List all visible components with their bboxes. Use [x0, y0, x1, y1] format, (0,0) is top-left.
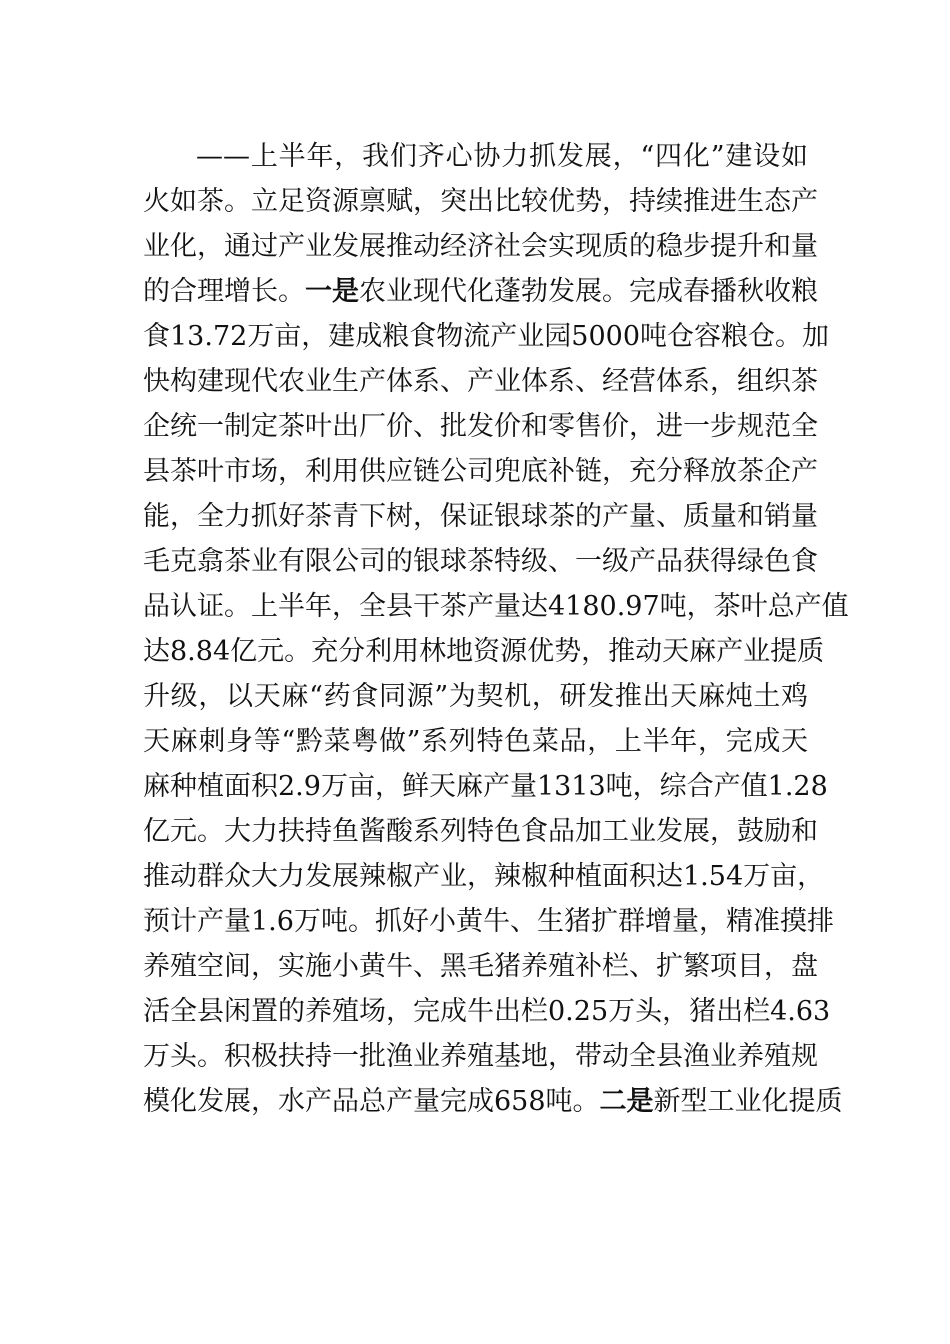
paragraph-line-2: 火如茶。立足资源禀赋，突出比较优势，持续推进生态产 [143, 186, 818, 217]
paragraph-line-11: 品认证。上半年，全县干茶产量达4180.97吨，茶叶总产值 [143, 591, 849, 622]
paragraph-line-18: 预计产量1.6万吨。抓好小黄牛、生猪扩群增量，精准摸排 [143, 906, 834, 937]
point-one-marker: 一是 [305, 276, 359, 307]
paragraph-line-15: 麻种植面积2.9万亩，鲜天麻产量1313吨，综合产值1.28 [143, 771, 828, 802]
paragraph-line-13: 升级，以天麻“药食同源”为契机，研发推出天麻炖土鸡 [143, 681, 808, 712]
line-22-text-start: 模化发展，水产品总产量完成658吨。 [143, 1086, 600, 1117]
paragraph-line-21: 万头。积极扶持一批渔业养殖基地，带动全县渔业养殖规 [143, 1041, 818, 1072]
paragraph-line-4 [143, 272, 818, 312]
paragraph-line-6: 快构建现代农业生产体系、产业体系、经营体系，组织茶 [143, 366, 818, 397]
paragraph-line-7: 企统一制定茶叶出厂价、批发价和零售价，进一步规范全 [143, 411, 818, 442]
paragraph-line-8: 县茶叶市场，利用供应链公司兜底补链，充分释放茶企产 [143, 456, 818, 487]
paragraph-line-20: 活全县闲置的养殖场，完成牛出栏0.25万头，猪出栏4.63 [143, 996, 831, 1027]
paragraph-line-1: ——上半年，我们齐心协力抓发展，“四化”建设如 [196, 141, 808, 172]
paragraph-line-17: 推动群众大力发展辣椒产业，辣椒种植面积达1.54万亩， [143, 861, 825, 892]
line-4-text-end: 农业现代化蓬勃发展。完成春播秋收粮 [359, 276, 818, 307]
paragraph-line-3: 业化，通过产业发展推动经济社会实现质的稳步提升和量 [143, 231, 818, 262]
paragraph-line-5: 食13.72万亩，建成粮食物流产业园5000吨仓容粮仓。加 [143, 321, 830, 352]
paragraph-line-19: 养殖空间，实施小黄牛、黑毛猪养殖补栏、扩繁项目，盘 [143, 951, 818, 982]
paragraph-line-22 [143, 1082, 843, 1122]
paragraph-line-9: 能，全力抓好茶青下树，保证银球茶的产量、质量和销量 [143, 501, 818, 532]
line-22-text-end: 新型工业化提质 [653, 1086, 843, 1117]
paragraph-line-14: 天麻刺身等“黔菜粤做”系列特色菜品，上半年，完成天 [143, 726, 808, 757]
line-4-text-start: 的合理增长。 [143, 276, 305, 307]
point-two-marker: 二是 [599, 1086, 654, 1117]
paragraph-line-16: 亿元。大力扶持鱼酱酸系列特色食品加工业发展，鼓励和 [143, 816, 818, 847]
paragraph-line-10: 毛克翕茶业有限公司的银球茶特级、一级产品获得绿色食 [143, 546, 818, 577]
paragraph-line-12: 达8.84亿元。充分利用林地资源优势，推动天麻产业提质 [143, 636, 825, 667]
